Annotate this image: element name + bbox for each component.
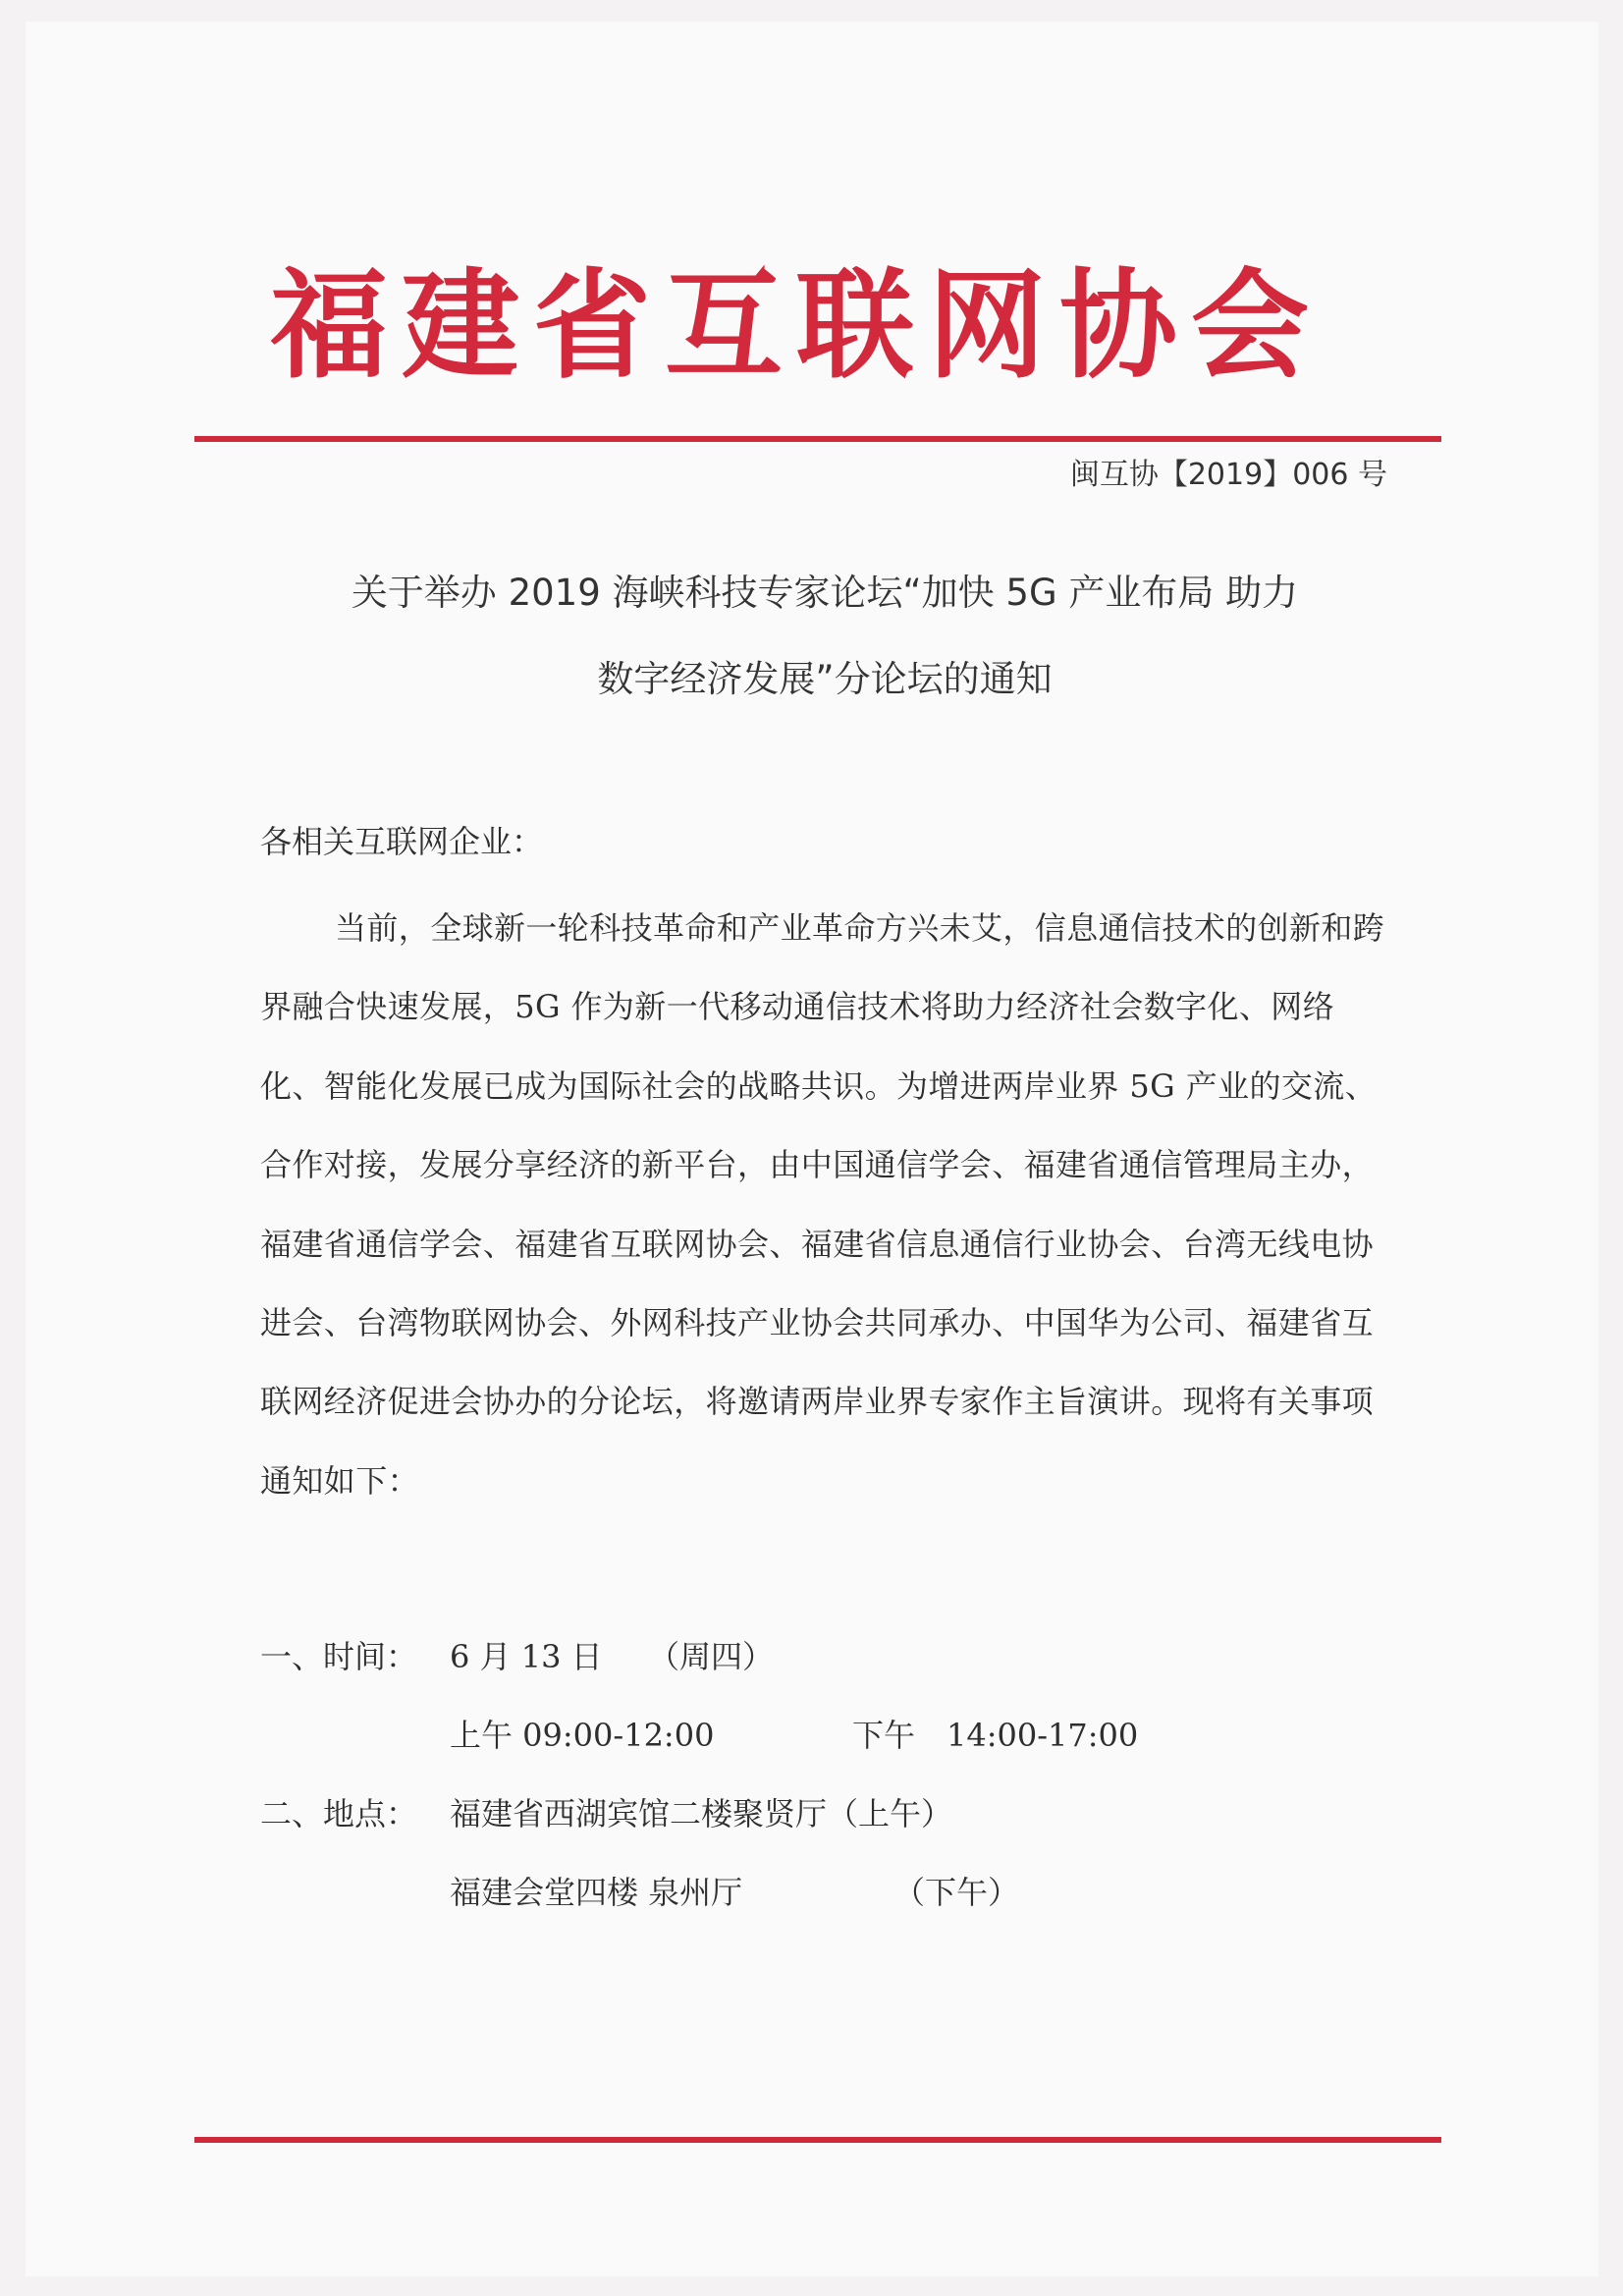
footer-rule (194, 2137, 1441, 2143)
notice-title-line-2: 数字经济发展”分论坛的通知 (597, 658, 1053, 700)
afternoon-venue-note: （下午） (893, 1874, 1020, 1911)
morning-session-time: 上午 09:00-12:00 (450, 1717, 715, 1754)
time-label: 一、时间： (260, 1638, 418, 1675)
notice-title (260, 550, 1389, 723)
morning-venue: 福建省西湖宾馆二楼聚贤厅（上午） (450, 1795, 953, 1832)
afternoon-venue: 福建会堂四楼 泉州厅 (450, 1874, 743, 1911)
notice-title-line-1: 关于举办 2019 海峡科技专家论坛“加快 5G 产业布局 助力 (351, 572, 1299, 614)
event-date: 6 月 13 日 (450, 1638, 603, 1675)
letterhead-top-rule (194, 436, 1441, 442)
document-number: 闽互协【2019】006 号 (1069, 458, 1387, 492)
event-weekday: （周四） (648, 1638, 775, 1675)
body-paragraph: 当前，全球新一轮科技革命和产业革命方兴未艾，信息通信技术的创新和跨界融合快速发展，5G 作为新一代移动通信技术将助力经济社会数字化、网络化、智能化发展已成为国际社会的战略共识。为增进两岸业界 5G 产业的交流、合作对接，发展分享经济的新平台，由中国通信学会、福建省通信管理局主办，福建省通信学会、福建省互联网协会、福建省信息通信行业协会、台湾无线电协进会、台湾物联网协会、外网科技产业协会共同承办、中国华为公司、福建省互联网经济促进会协办的分论坛，将邀请两岸业界专家作主旨演讲。现将有关事项通知如下： (260, 909, 1385, 1500)
afternoon-session-time: 下午 14:00-17:00 (852, 1717, 1139, 1754)
place-label: 二、地点： (260, 1795, 418, 1832)
letterhead-title: 福建省互联网协会 (270, 256, 1323, 395)
salutation: 各相关互联网企业： (260, 823, 544, 860)
